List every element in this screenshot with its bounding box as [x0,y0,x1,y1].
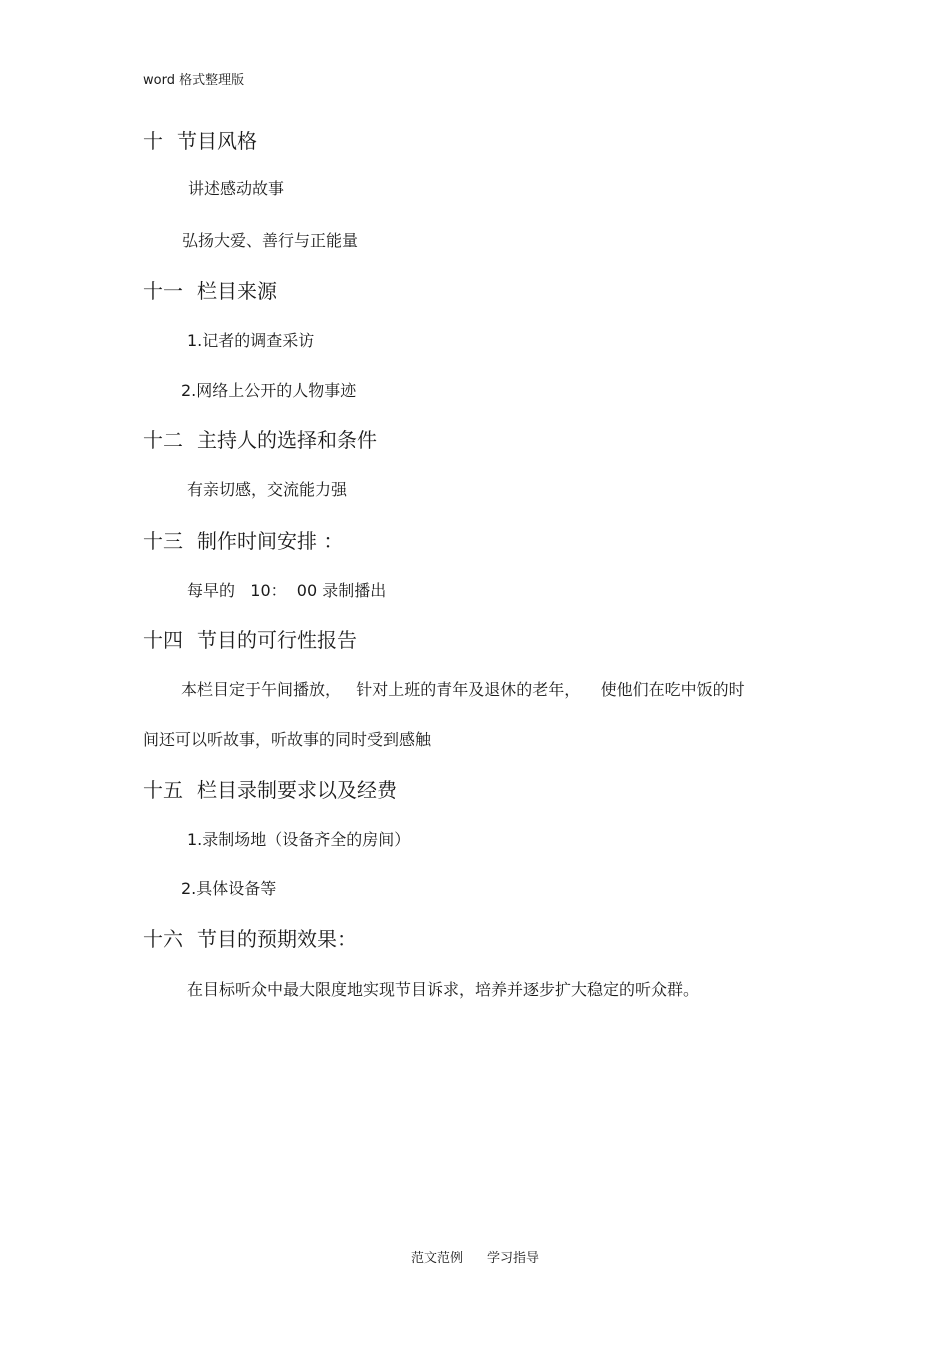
section-heading [143,926,357,952]
page-header: word 格式整理版 [143,73,245,88]
section-number: 十 [143,129,163,153]
paragraph: 本栏目定于午间播放， 针对上班的青年及退休的老年， 使他们在吃中饭的时 [181,680,745,699]
list-item: 1.记者的调查采访 [187,331,315,350]
section-number: 十四 [143,628,183,652]
footer-right-text: 学习指导 [487,1251,540,1266]
section-number: 十六 [143,927,183,951]
paragraph: 有亲切感，交流能力强 [187,480,348,499]
section-title: 制作时间安排 ： [197,529,344,553]
section-title: 节目的预期效果： [197,927,357,951]
section-title: 节目的可行性报告 [197,628,357,652]
section-number: 十二 [143,428,183,452]
section-heading [143,777,397,803]
section-heading [143,627,357,653]
paragraph: 每早的 10： 00 录制播出 [187,581,387,600]
section-title: 节目风格 [177,129,257,153]
page-footer [0,1250,950,1268]
list-item: 2.具体设备等 [181,879,277,898]
section-heading [143,278,277,304]
section-heading [143,128,257,154]
section-title: 栏目来源 [197,279,277,303]
section-heading [143,427,377,453]
paragraph: 弘扬大爱、善行与正能量 [182,231,359,250]
section-heading [143,528,343,554]
section-title: 主持人的选择和条件 [197,428,377,452]
list-item: 1.录制场地（设备齐全的房间） [187,830,411,849]
section-number: 十五 [143,778,183,802]
paragraph: 讲述感动故事 [188,179,285,198]
section-number: 十一 [143,279,183,303]
list-item: 2.网络上公开的人物事迹 [181,381,357,400]
section-title: 栏目录制要求以及经费 [197,778,397,802]
paragraph: 间还可以听故事，听故事的同时受到感触 [143,730,432,749]
footer-left-text: 范文范例 [410,1251,463,1266]
section-number: 十三 [143,529,183,553]
paragraph: 在目标听众中最大限度地实现节目诉求，培养并逐步扩大稳定的听众群。 [187,980,700,999]
